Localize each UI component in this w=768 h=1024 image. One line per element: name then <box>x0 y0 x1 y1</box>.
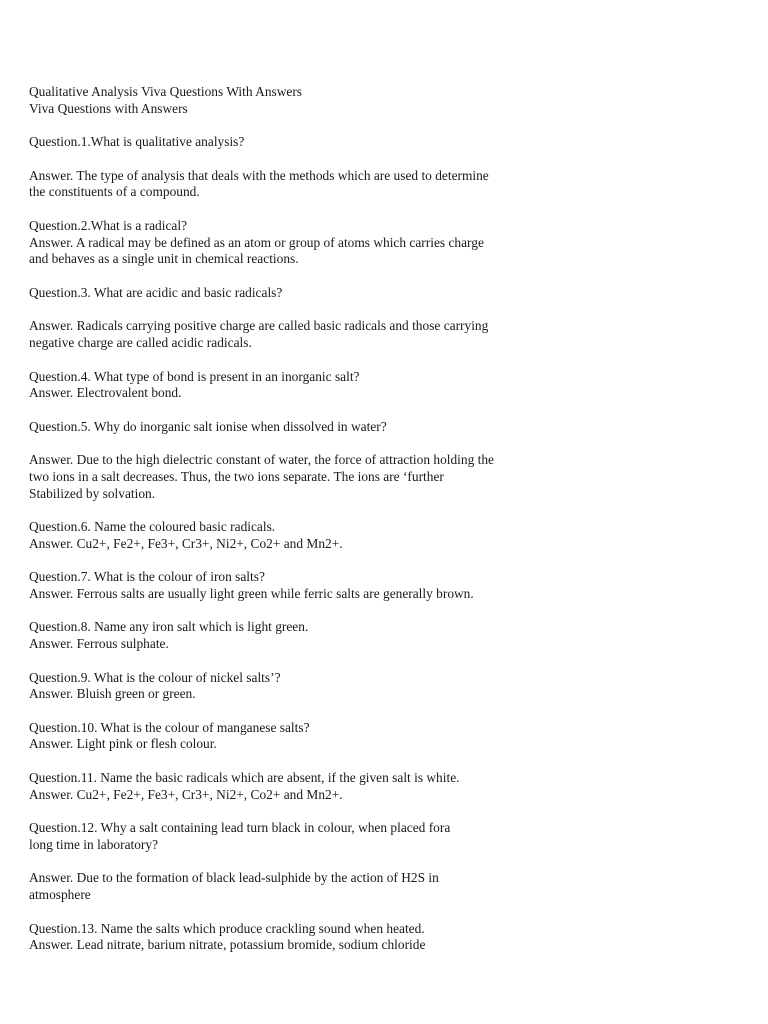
qa-item-2 <box>29 218 589 268</box>
answer-6-line-1: Answer. Cu2+, Fe2+, Fe3+, Cr3+, Ni2+, Co2+ and Mn2+. <box>29 535 343 551</box>
document-page <box>29 84 589 954</box>
question-1: Question.1.What is qualitative analysis? <box>29 134 245 150</box>
question-6: Question.6. Name the coloured basic radicals. <box>29 519 276 535</box>
qa-item-7 <box>29 569 589 602</box>
question-7: Question.7. What is the colour of iron salts? <box>29 569 265 585</box>
document-header <box>29 84 589 117</box>
answer-1-line-2: the constituents of a compound. <box>29 184 200 200</box>
answer-12-line-2: atmosphere <box>29 887 91 902</box>
qa-item-10 <box>29 720 589 753</box>
qa-item-11 <box>29 770 589 803</box>
qa-item-6 <box>29 519 589 552</box>
question-12: Question.12. Why a salt containing lead turn black in colour, when placed fora <box>29 820 451 836</box>
question-11: Question.11. Name the basic radicals which are absent, if the given salt is white. <box>29 770 460 786</box>
question-3: Question.3. What are acidic and basic radicals? <box>29 284 283 300</box>
answer-5-line-1: Answer. Due to the high dielectric constant of water, the force of attraction holding the <box>29 452 495 468</box>
document-subtitle: Viva Questions with Answers <box>29 100 188 116</box>
qa-item-9 <box>29 670 589 703</box>
answer-3-line-2: negative charge are called acidic radicals. <box>29 334 252 350</box>
answer-7-line-1: Answer. Ferrous salts are usually light green while ferric salts are generally brown. <box>29 585 474 601</box>
answer-12-line-1: Answer. Due to the formation of black lead-sulphide by the action of H2S in <box>29 870 439 886</box>
answer-3-line-1: Answer. Radicals carrying positive charge are called basic radicals and those carrying <box>29 318 489 334</box>
question-2: Question.2.What is a radical? <box>29 217 188 233</box>
question-10: Question.10. What is the colour of manganese salts? <box>29 719 310 735</box>
document-title: Qualitative Analysis Viva Questions With Answers <box>29 84 303 99</box>
answer-9-line-1: Answer. Bluish green or green. <box>29 686 196 702</box>
answer-11-line-1: Answer. Cu2+, Fe2+, Fe3+, Cr3+, Ni2+, Co2+ and Mn2+. <box>29 786 343 802</box>
answer-2-line-2: and behaves as a single unit in chemical reactions. <box>29 251 299 267</box>
answer-1-line-1: Answer. The type of analysis that deals with the methods which are used to determine <box>29 167 489 183</box>
question-13: Question.13. Name the salts which produce crackling sound when heated. <box>29 920 425 936</box>
question-4: Question.4. What type of bond is present in an inorganic salt? <box>29 368 360 384</box>
qa-item-5 <box>29 419 589 502</box>
question-5: Question.5. Why do inorganic salt ionise when dissolved in water? <box>29 418 387 434</box>
answer-5-line-3: Stabilized by solvation. <box>29 485 156 501</box>
qa-item-3 <box>29 285 589 352</box>
answer-2-line-1: Answer. A radical may be defined as an atom or group of atoms which carries charge <box>29 234 484 250</box>
qa-item-8 <box>29 619 589 652</box>
answer-10-line-1: Answer. Light pink or flesh colour. <box>29 736 217 752</box>
answer-5-line-2: two ions in a salt decreases. Thus, the two ions separate. The ions are ‘further <box>29 468 444 484</box>
qa-item-1 <box>29 134 589 201</box>
question-9: Question.9. What is the colour of nickel salts’? <box>29 669 281 685</box>
answer-8-line-1: Answer. Ferrous sulphate. <box>29 636 169 652</box>
qa-item-12 <box>29 820 589 903</box>
qa-item-13 <box>29 921 589 954</box>
question-8: Question.8. Name any iron salt which is light green. <box>29 619 309 635</box>
question-12-cont: long time in laboratory? <box>29 836 159 852</box>
answer-13-line-1: Answer. Lead nitrate, barium nitrate, potassium bromide, sodium chloride <box>29 937 426 953</box>
qa-item-4 <box>29 369 589 402</box>
answer-4-line-1: Answer. Electrovalent bond. <box>29 385 182 401</box>
